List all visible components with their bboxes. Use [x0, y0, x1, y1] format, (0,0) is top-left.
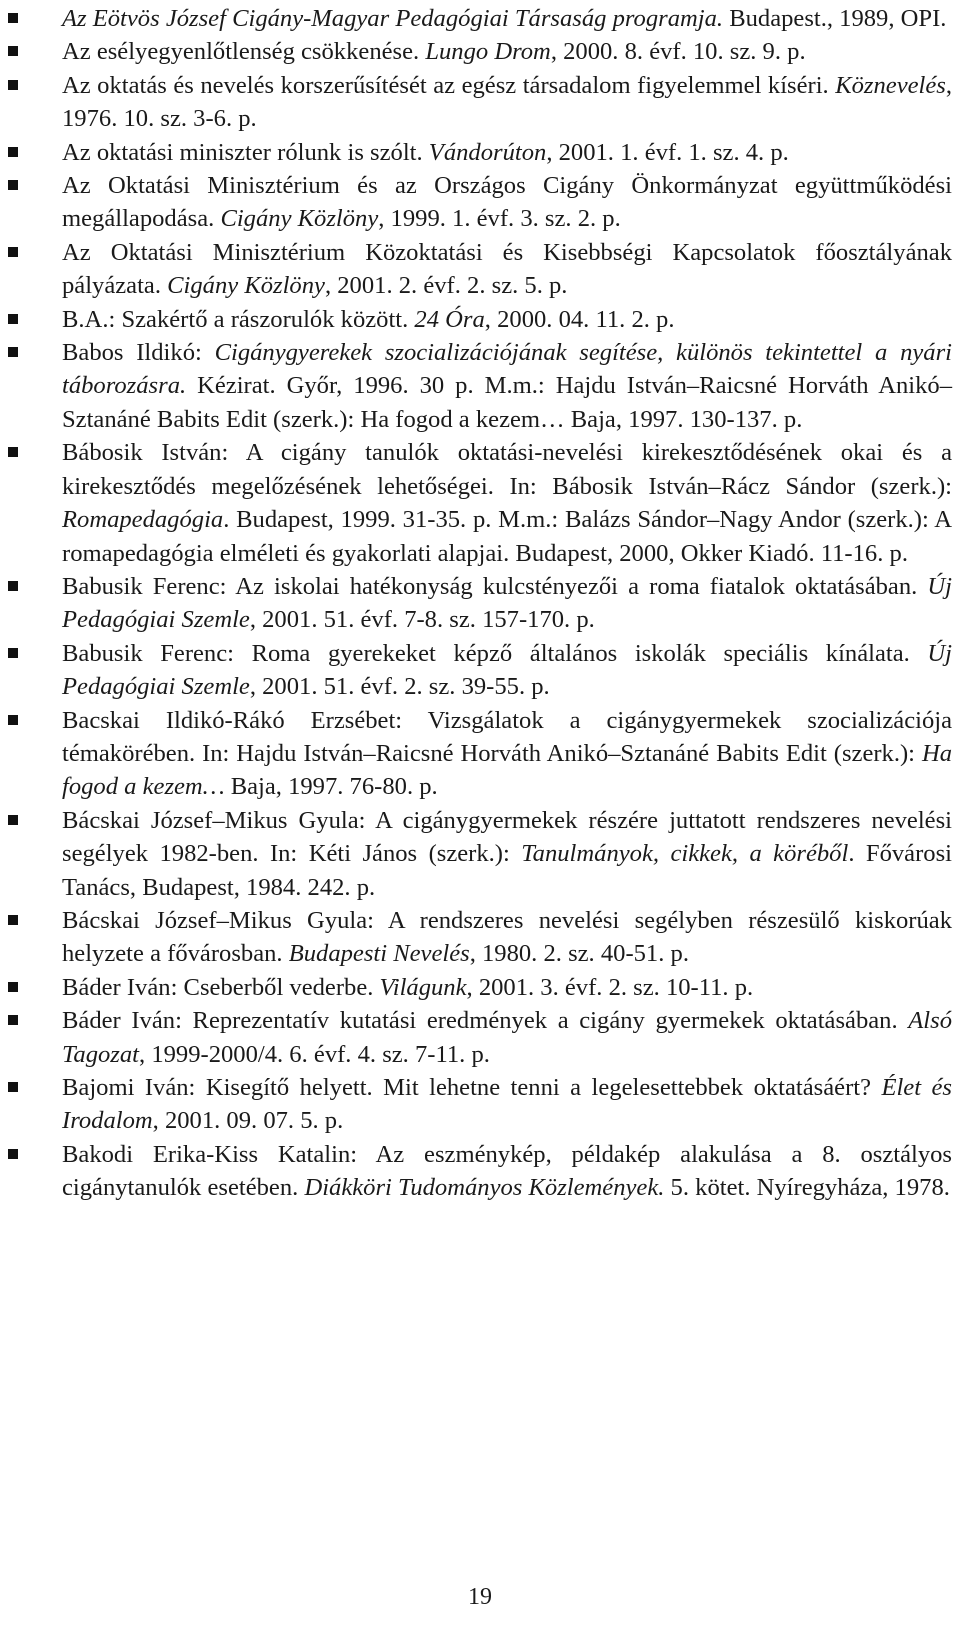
entry-segment: Babusik Ferenc: Roma gyerekeket képző általános iskolák speciális kínálata. [62, 639, 928, 667]
entry-segment: Báder Iván: Reprezentatív kutatási eredmények a cigány gyermekek oktatásában. [62, 1007, 909, 1035]
square-bullet-icon [8, 46, 18, 56]
entry-text [62, 35, 952, 68]
entry-segment: , 2001. 51. évf. 2. sz. 39-55. p. [249, 673, 550, 701]
entry-text [62, 704, 952, 804]
entry-segment: , 2001. 09. 07. 5. p. [152, 1107, 344, 1135]
square-bullet-icon [8, 715, 18, 725]
entry-segment: , 2000. 04. 11. 2. p. [484, 305, 675, 333]
bibliography-entry [62, 69, 952, 136]
entry-segment: , 2000. 8. évf. 10. sz. 9. p. [550, 38, 806, 66]
page-number: 19 [468, 1584, 492, 1610]
entry-text [62, 436, 952, 570]
entry-text [62, 236, 952, 303]
entry-text [62, 1071, 952, 1138]
bibliography-entry [62, 1138, 952, 1205]
bibliography-entry [62, 570, 952, 637]
entry-segment: Az esélyegyenlőtlenség csökkenése. [62, 38, 426, 66]
bibliography-entry [62, 169, 952, 236]
entry-segment: 5. kötet. Nyíregyháza, 1978. [664, 1174, 950, 1202]
entry-text [62, 637, 952, 704]
entry-italic-segment: Új Pedagógiai Szemle [62, 572, 952, 634]
entry-segment: Babos Ildikó: [62, 339, 215, 367]
entry-segment: Bácskai József–Mikus Gyula: A cigánygyermekek részére juttatott rendszeres nevelési segélyek 1982-ben. In: Kéti János (szerk.): [62, 806, 952, 868]
entry-segment: , 1999-2000/4. 6. évf. 4. sz. 7-11. p. [139, 1040, 490, 1068]
bibliography-list [62, 2, 952, 1205]
entry-segment: Bácskai József–Mikus Gyula: A rendszeres nevelési segélyben részesülő kiskorúak helyzete a fővárosban. [62, 906, 952, 968]
bibliography-entry [62, 2, 952, 35]
square-bullet-icon [8, 1082, 18, 1092]
square-bullet-icon [8, 80, 18, 90]
entry-segment: Budapest., 1989, OPI. [723, 5, 947, 32]
entry-segment: Az oktatási miniszter rólunk is szólt. [62, 138, 429, 166]
square-bullet-icon [8, 180, 18, 190]
entry-segment: , 2001. 3. évf. 2. sz. 10-11. p. [466, 973, 754, 1001]
square-bullet-icon [8, 1015, 18, 1025]
square-bullet-icon [8, 581, 18, 591]
entry-italic-segment: Cigánygyerekek szocializációjának segítése, különös tekintettel a nyári táborozásra. [62, 339, 952, 400]
entry-segment: . Fővárosi Tanács, Budapest, 1984. 242. p. [62, 840, 952, 901]
entry-segment: Bakodi Erika-Kiss Katalin: Az eszménykép, példakép alakulása a 8. osztályos cigánytanulók esetében. [62, 1140, 952, 1202]
entry-segment: . Budapest, 1999. 31-35. p. M.m.: Balázs Sándor–Nagy Andor (szerk.): A romapedagógia elméleti és gyakorlati alapjai. Budapest, 2000, Okker Kiadó. 11-16. p. [62, 506, 952, 567]
bibliography-entry [62, 436, 952, 570]
entry-text [62, 69, 952, 136]
entry-italic-segment: Vándorúton [428, 138, 547, 166]
entry-segment: Kézirat. Győr, 1996. 30 p. M.m.: Hajdu István–Raicsné Horváth Anikó–Sztanáné Babits Edit (szerk.): Ha fogod a kezem… Baja, 1997. 130-137. p. [62, 372, 952, 433]
entry-italic-segment: Az Eötvös József Cigány-Magyar Pedagógiai Társaság programja. [62, 5, 724, 32]
entry-segment: Az Oktatási Minisztérium és az Országos Cigány Önkormányzat együttműködési megállapodása. [62, 172, 952, 233]
entry-text [62, 570, 952, 637]
square-bullet-icon [8, 147, 18, 157]
bibliography-entry [62, 637, 952, 704]
entry-segment: , 2001. 51. évf. 7-8. sz. 157-170. p. [249, 606, 595, 634]
entry-italic-segment: 24 Óra [414, 305, 485, 333]
entry-text [62, 336, 952, 436]
entry-text [62, 2, 952, 35]
square-bullet-icon [8, 915, 18, 925]
entry-italic-segment: Romapedagógia [62, 506, 224, 534]
entry-segment: Bajomi Iván: Kisegítő helyett. Mit lehetne tenni a legelesettebbek oktatásáért? [62, 1074, 882, 1101]
entry-segment: , 1980. 2. sz. 40-51. p. [469, 940, 689, 968]
entry-italic-segment: Cigány Közlöny [220, 205, 379, 233]
square-bullet-icon [8, 815, 18, 825]
entry-segment: Az Oktatási Minisztérium Közoktatási és Kisebbségi Kapcsolatok főosztályának pályázata. [62, 238, 952, 300]
entry-italic-segment: Világunk [379, 973, 467, 1001]
entry-segment: Bacskai Ildikó-Rákó Erzsébet: Vizsgálatok a cigánygyermekek szocializációja témakörében. In: Hajdu István–Raicsné Horváth Anikó–Sztanáné Babits Edit (szerk.): [62, 706, 952, 767]
bibliography-entry [62, 971, 952, 1004]
bibliography-entry [62, 303, 952, 336]
entry-italic-segment: Köznevelés [835, 71, 946, 99]
entry-italic-segment: Új Pedagógiai Szemle [62, 639, 952, 701]
entry-text [62, 804, 952, 904]
entry-segment: , 1976. 10. sz. 3-6. p. [62, 71, 952, 133]
entry-italic-segment: Alsó Tagozat [62, 1007, 952, 1068]
square-bullet-icon [8, 247, 18, 257]
entry-text [62, 904, 952, 971]
square-bullet-icon [8, 447, 18, 457]
bibliography-entry [62, 136, 952, 169]
bibliography-entry [62, 704, 952, 804]
square-bullet-icon [8, 347, 18, 357]
entry-italic-segment: Diákköri Tudományos Közlemények. [304, 1174, 665, 1202]
square-bullet-icon [8, 314, 18, 324]
entry-italic-segment: Tanulmányok, cikkek, a köréből [521, 840, 849, 868]
entry-segment: Baja, 1997. 76-80. p. [224, 773, 438, 801]
bibliography-entry [62, 35, 952, 68]
entry-italic-segment: Élet és Irodalom [62, 1074, 952, 1135]
bibliography-entry [62, 336, 952, 436]
entry-italic-segment: Budapesti Nevelés [288, 940, 470, 968]
entry-italic-segment: Cigány Közlöny [167, 272, 325, 300]
entry-segment: Babusik Ferenc: Az iskolai hatékonyság kulcstényezői a roma fiatalok oktatásában. [62, 572, 928, 600]
entry-text [62, 169, 952, 236]
bibliography-entry [62, 804, 952, 904]
entry-text [62, 1138, 952, 1205]
square-bullet-icon [8, 1149, 18, 1159]
entry-text [62, 136, 952, 169]
square-bullet-icon [8, 648, 18, 658]
entry-segment: Az oktatás és nevelés korszerűsítését az egész társadalom figyelemmel kíséri. [62, 71, 836, 99]
entry-text [62, 1004, 952, 1071]
entry-segment: , 1999. 1. évf. 3. sz. 2. p. [378, 205, 621, 233]
entry-text [62, 303, 952, 336]
bibliography-entry [62, 1004, 952, 1071]
entry-segment: , 2001. 1. évf. 1. sz. 4. p. [546, 138, 789, 166]
entry-segment: B.A.: Szakértő a rászorulók között. [62, 305, 415, 333]
entry-segment: Báder Iván: Cseberből vederbe. [62, 973, 380, 1001]
bibliography-entry [62, 236, 952, 303]
entry-italic-segment: Lungo Drom [425, 38, 551, 66]
square-bullet-icon [8, 13, 18, 23]
entry-italic-segment: Ha fogod a kezem… [62, 739, 952, 801]
bibliography-entry [62, 1071, 952, 1138]
bibliography-entry [62, 904, 952, 971]
entry-segment: , 2001. 2. évf. 2. sz. 5. p. [324, 272, 568, 300]
square-bullet-icon [8, 982, 18, 992]
entry-text [62, 971, 952, 1004]
entry-segment: Bábosik István: A cigány tanulók oktatási-nevelési kirekesztődésének okai és a kirekesztődés megelőzésének lehetőségei. In: Bábosik István–Rácz Sándor (szerk.): [62, 439, 952, 500]
